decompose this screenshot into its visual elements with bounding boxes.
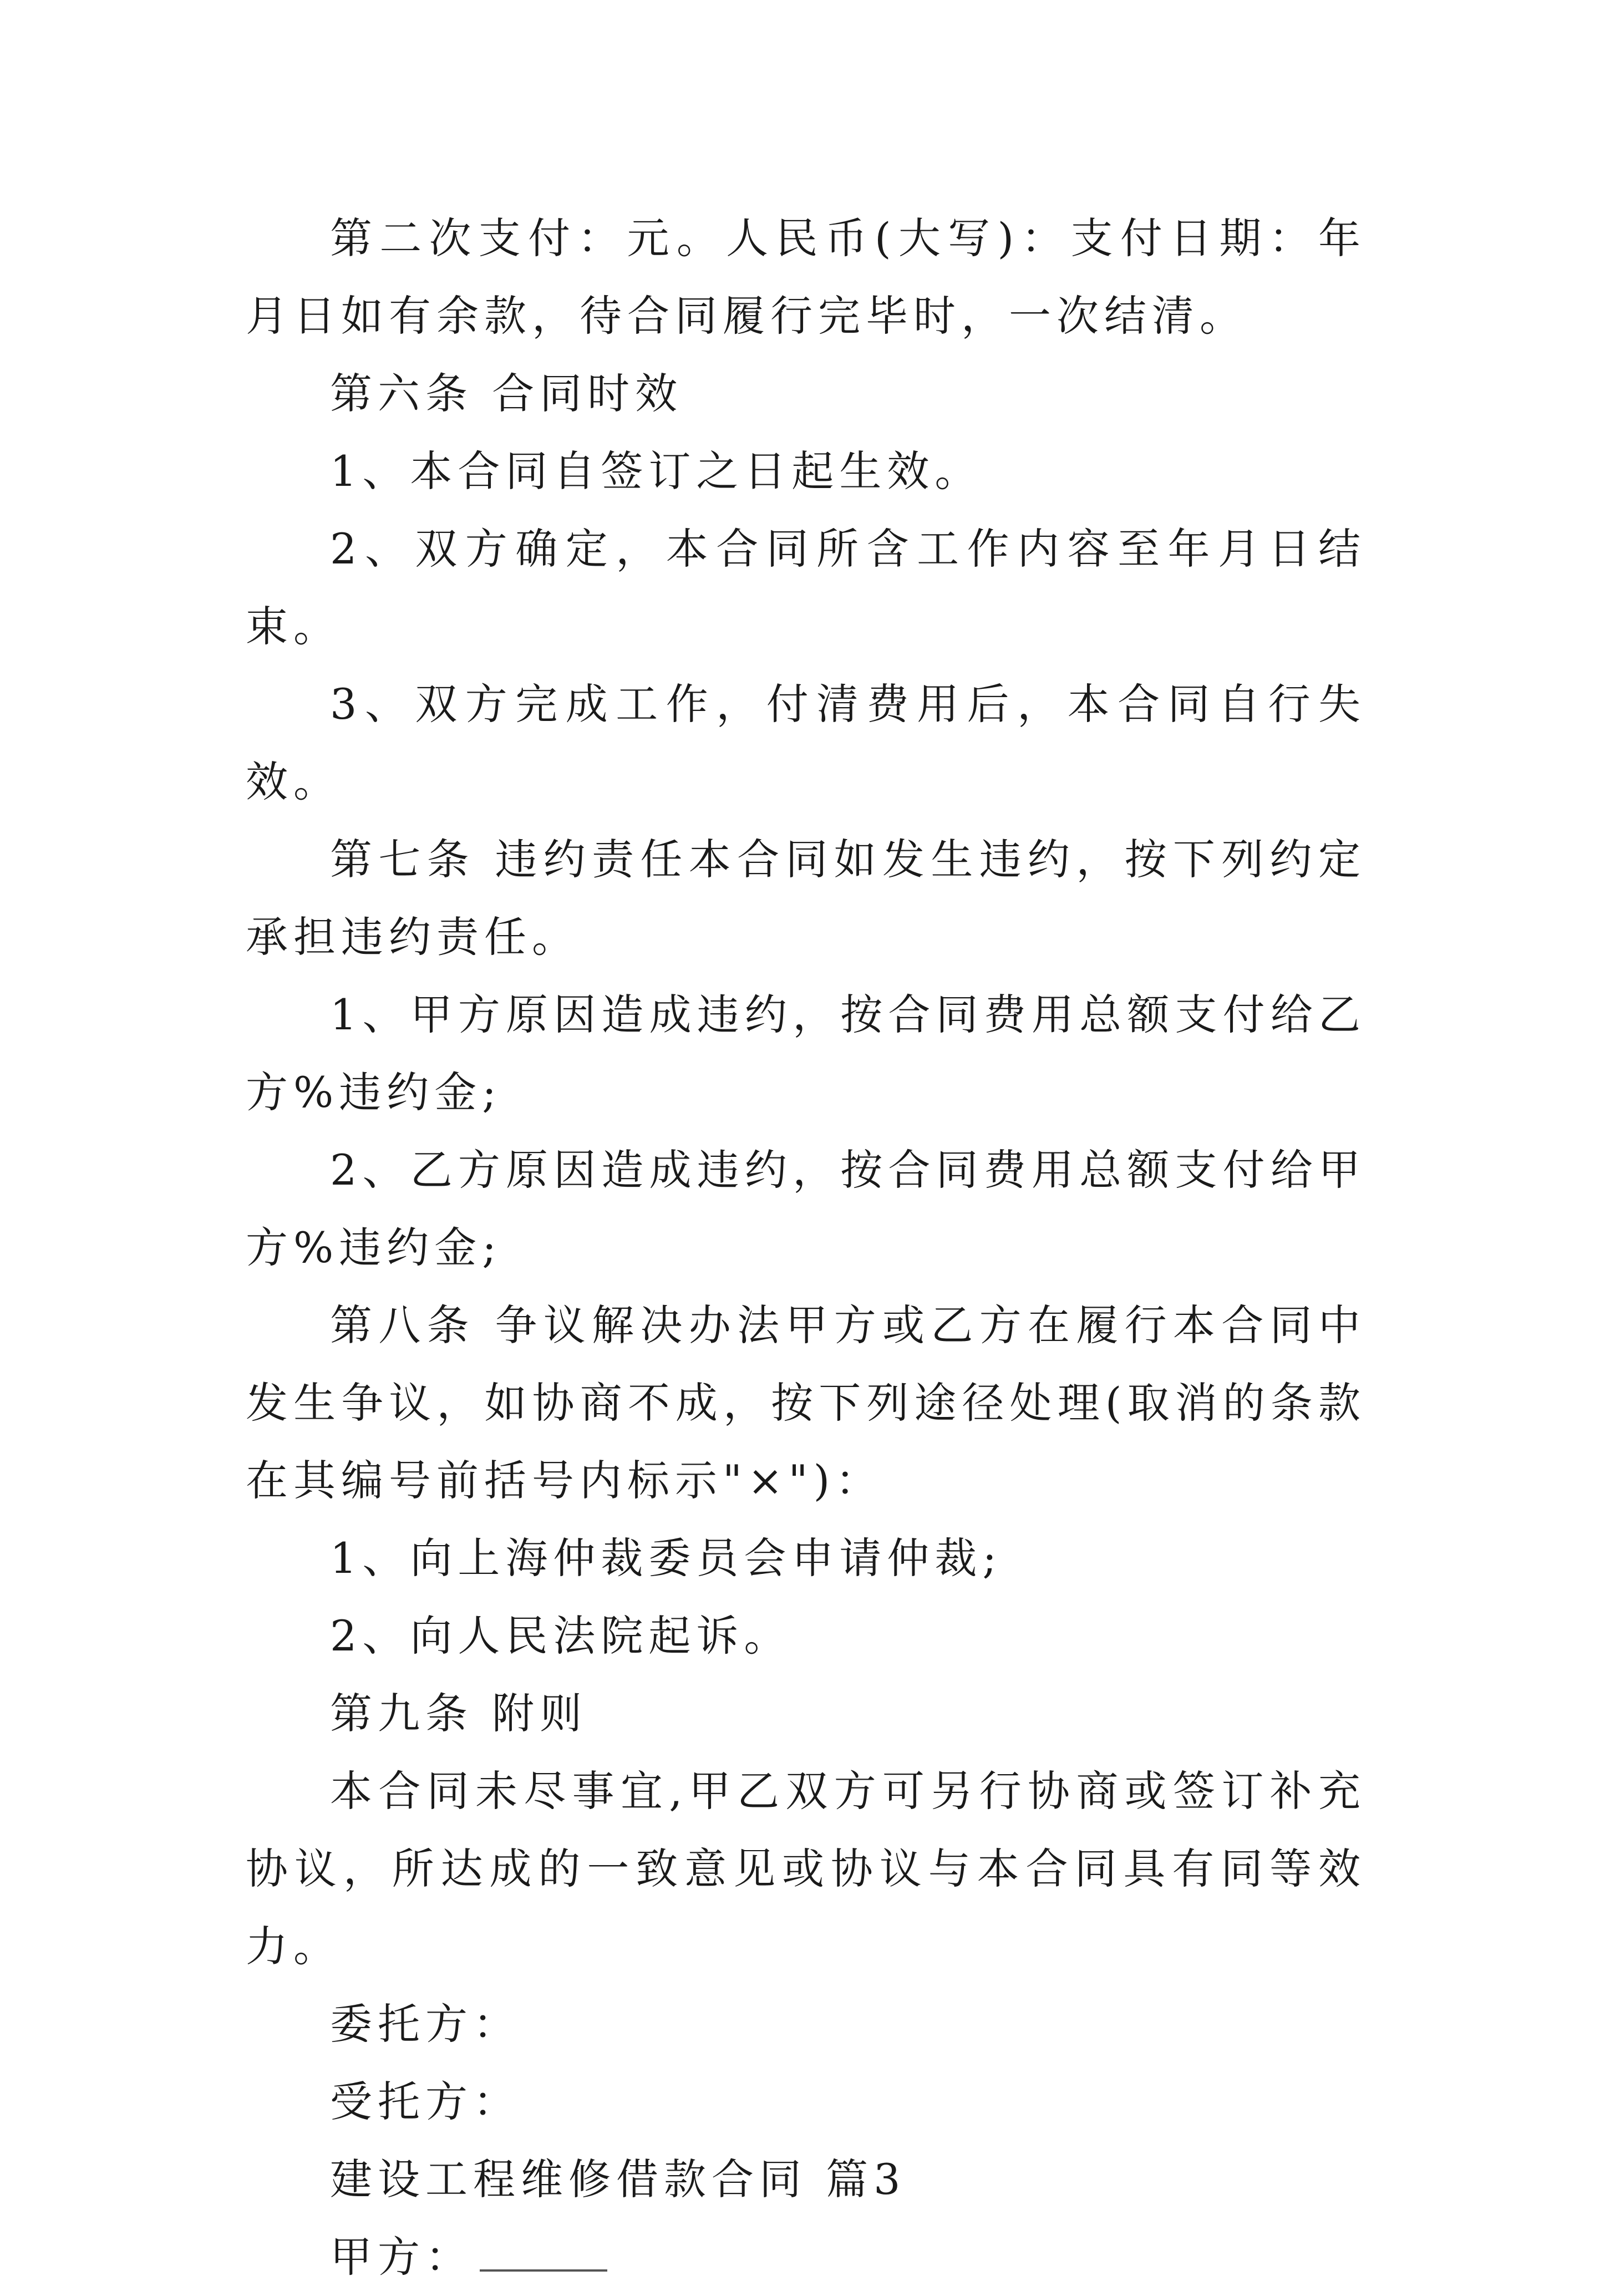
heading-article-6: 第六条 合同时效 bbox=[330, 369, 683, 418]
paragraph-article-7-item-1: 1、甲方原因造成违约，按合同费用总额支付给乙方%违约金; bbox=[246, 990, 1366, 1117]
paragraph-article-7-item-2: 2、乙方原因造成违约，按合同费用总额支付给甲方%违约金; bbox=[246, 1145, 1366, 1272]
paragraph-article-9: 本合同未尽事宜,甲乙双方可另行协商或签订补充协议，所达成的一致意见或协议与本合同具有同等效力。 bbox=[246, 1766, 1366, 1971]
party-a-line bbox=[246, 2218, 1366, 2296]
paragraph-article-7: 第七条 违约责任本合同如发生违约，按下列约定承担违约责任。 bbox=[246, 835, 1366, 962]
party-a-label: 甲方： bbox=[330, 2232, 473, 2282]
signature-contractor: 受托方： bbox=[330, 2077, 521, 2126]
paragraph-article-8-item-1: 1、向上海仲裁委员会申请仲裁; bbox=[330, 1533, 1002, 1583]
paragraph-article-6-item-2: 2、双方确定，本合同所含工作内容至年月日结束。 bbox=[246, 524, 1366, 651]
paragraph-article-8-item-2: 2、向人民法院起诉。 bbox=[330, 1611, 792, 1660]
heading-article-9: 第九条 附则 bbox=[330, 1689, 588, 1738]
paragraph-article-6-item-3: 3、双方完成工作，付清费用后，本合同自行失效。 bbox=[246, 679, 1366, 806]
document-body bbox=[246, 200, 1366, 2296]
signature-client: 委托方： bbox=[330, 1999, 521, 2049]
paragraph-second-payment: 第二次支付：元。人民币(大写)：支付日期：年月日如有余款，待合同履行完毕时，一次结清。 bbox=[246, 214, 1366, 341]
paragraph-article-6-item-1: 1、本合同自签订之日起生效。 bbox=[330, 446, 983, 496]
paragraph-article-8: 第八条 争议解决办法甲方或乙方在履行本合同中发生争议，如协商不成，按下列途径处理(取消的条款在其编号前括号内标示"×")： bbox=[246, 1301, 1366, 1505]
section-title: 建设工程维修借款合同 篇3 bbox=[330, 2155, 906, 2204]
party-a-blank bbox=[480, 2231, 607, 2272]
